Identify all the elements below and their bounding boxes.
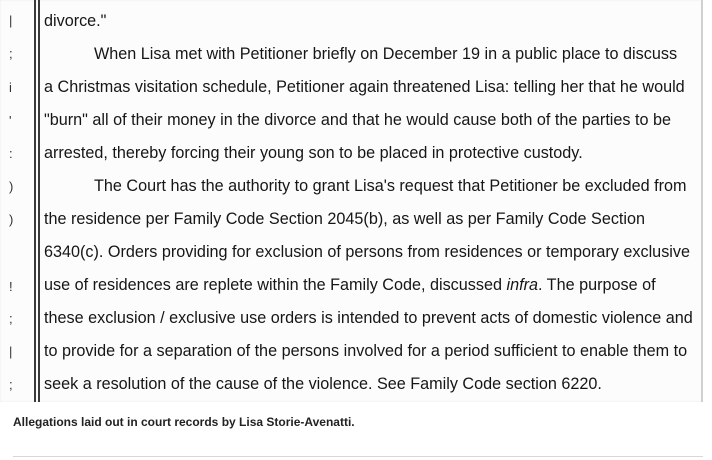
line-9-text-a: use of residences are replete within the Family Code, discussed xyxy=(44,276,507,294)
line-marker: ) xyxy=(9,212,14,227)
line-marker: ) xyxy=(9,179,14,194)
document-line-9 xyxy=(44,275,656,295)
caption-divider xyxy=(13,456,703,457)
document-line-8: 6340(c). Orders providing for exclusion of persons from residences or temporary exclusive xyxy=(44,243,690,261)
margin-rule-outer xyxy=(34,0,36,402)
document-line-10: these exclusion / exclusive use orders is intended to prevent acts of domestic violence and xyxy=(44,309,693,327)
document-line-12: seek a resolution of the cause of the violence. See Family Code section 6220. xyxy=(44,375,602,393)
line-marker: ; xyxy=(9,46,13,61)
document-line-5: arrested, thereby forcing their young son to be placed in protective custody. xyxy=(44,144,583,162)
line-marker: ; xyxy=(9,377,13,392)
scan-edge xyxy=(701,0,703,402)
line-marker: i xyxy=(9,80,12,95)
document-line-6: The Court has the authority to grant Lisa's request that Petitioner be excluded from xyxy=(94,177,687,195)
document-line-1: divorce." xyxy=(44,12,107,30)
margin-rule-inner xyxy=(38,0,40,402)
line-marker: | xyxy=(9,13,13,28)
italic-infra: infra xyxy=(506,276,538,294)
line-marker: ! xyxy=(9,279,13,294)
document-line-4: "burn" all of their money in the divorce and that he would cause both of the parties to be xyxy=(44,111,672,129)
line-marker: : xyxy=(9,146,13,161)
document-line-11: to provide for a separation of the persons involved for a period sufficient to enable them to xyxy=(44,342,688,360)
line-marker: ' xyxy=(9,113,12,128)
line-marker: | xyxy=(9,344,13,359)
document-line-2: When Lisa met with Petitioner briefly on December 19 in a public place to discuss xyxy=(94,45,678,63)
document-line-3: a Christmas visitation schedule, Petitioner again threatened Lisa: telling her that he would xyxy=(44,78,685,96)
image-caption: Allegations laid out in court records by Lisa Storie-Avenatti. xyxy=(13,415,355,429)
document-line-7: the residence per Family Code Section 2045(b), as well as per Family Code Section xyxy=(44,210,646,228)
line-marker: ; xyxy=(9,311,13,326)
line-9-text-c: . The purpose of xyxy=(537,276,656,294)
